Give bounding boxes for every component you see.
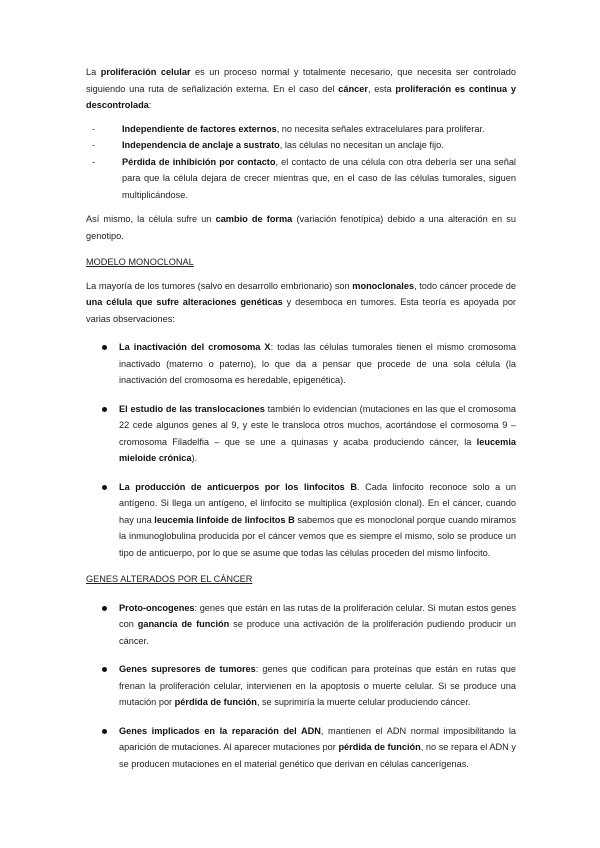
bold-term: Proto-oncogenes <box>119 602 195 613</box>
list-item <box>86 661 516 711</box>
bold-term: cáncer <box>338 83 368 94</box>
bullet-icon <box>102 729 107 734</box>
bold-term: pérdida de función <box>338 742 421 752</box>
bold-term: Genes supresores de tumores <box>119 664 256 674</box>
bold-term: La inactivación del cromosoma X <box>119 342 271 352</box>
monoclonal-intro-paragraph <box>86 278 516 328</box>
bold-term: Pérdida de inhibición por contacto <box>122 156 276 167</box>
bold-term: pérdida de función <box>174 697 257 707</box>
bold-term: Genes implicados en la reparación del ADN <box>119 725 321 736</box>
text-run: : genes que están en las rutas de la proliferación celular. Si mutan estos genes con <box>119 602 516 629</box>
bold-term: leucemia mieloide crónica <box>119 436 516 463</box>
bold-term: monoclonales <box>352 280 415 291</box>
bold-term: una célula que sufre alteraciones genéticas <box>86 297 283 307</box>
bold-term: ganancia de función <box>137 619 230 629</box>
text-run: , no se repara el ADN y se producen mutaciones en el material genético que derivan en células cancerígenas. <box>119 742 516 769</box>
intro-paragraph <box>86 64 516 114</box>
bold-term: leucemia linfoide de linfocitos B <box>154 514 295 525</box>
text-run: sabemos que es monoclonal porque cuando miramos la inmunoglobulina producida por el cáncer vemos que es siempre el mismo, solo se produce un tipo de anticuerpo, por lo que se asume que todas las células proceden del mismo linfocito. <box>119 514 517 558</box>
characteristics-list <box>86 121 516 204</box>
bold-term: proliferación es continua y descontrolada <box>86 83 517 110</box>
list-item <box>86 137 516 154</box>
text-run: Así mismo, la célula sufre un <box>86 214 216 224</box>
text-run: también lo evidencian (mutaciones en las que el cromosoma 22 cede algunos genes al 9, y este le transloca otros muchos, acortándose el cormosoma 9 – cromosoma Filadelfia – que se une a quinasas y acaba produciendo cáncer, la <box>119 403 516 447</box>
text-run: : <box>148 100 152 110</box>
text-run: ). <box>191 453 198 463</box>
text-run: : genes que codifican para proteínas que están en rutas que frenan la proliferación celular, intervienen en la apoptosis o muerte celular. Si se produce una mutación por <box>119 664 516 707</box>
list-item <box>86 479 516 562</box>
list-item <box>86 121 516 138</box>
list-item <box>86 154 516 204</box>
text-run: La mayoría de los tumores (salvo en desarrollo embrionario) son <box>86 280 353 291</box>
monoclonal-evidence-list <box>86 339 516 561</box>
text-run: , esta <box>367 83 396 94</box>
dash-marker: - <box>92 156 96 167</box>
bold-term: El estudio de las translocaciones <box>119 403 265 414</box>
list-item <box>86 401 516 467</box>
bullet-icon <box>102 667 107 672</box>
text-run: . Cada linfocito reconoce solo a un antígeno. Si llega un antígeno, el linfocito se multiplica (explosión clonal). En el cáncer, cuando hay una <box>119 481 516 525</box>
section-heading-monoclonal: MODELO MONOCLONAL <box>86 257 194 267</box>
bullet-icon <box>102 345 107 350</box>
list-item <box>86 339 516 389</box>
bullet-icon <box>102 407 107 412</box>
document-body <box>86 64 516 772</box>
text-run: , las células no necesitan un anclaje fijo. <box>279 140 444 150</box>
bold-term: proliferación celular <box>100 67 191 77</box>
bold-term: Independencia de anclaje a sustrato <box>122 140 280 150</box>
text-run: se produce una activación de la proliferación pudiendo producir un cáncer. <box>119 619 516 646</box>
shape-change-paragraph <box>86 211 516 244</box>
text-run: , se suprimiría la muerte celular produciendo cáncer. <box>256 697 471 707</box>
text-run: , el contacto de una célula con otra debería ser una señal para que la célula dejara de crecer mientras que, en el caso de las células tumorales, siguen multiplicándose. <box>122 156 516 200</box>
bold-term: cambio de forma <box>215 214 293 224</box>
bold-term: La producción de anticuerpos por los linfocitos B <box>119 481 357 492</box>
bullet-icon <box>102 485 107 490</box>
list-item <box>86 600 516 650</box>
list-item <box>86 723 516 773</box>
text-run: (variación fenotípica) debido a una alteración en su genotipo. <box>86 214 516 241</box>
bold-term: Independiente de factores externos <box>122 123 277 134</box>
text-run: es un proceso normal y totalmente necesario, que necesita ser controlado siguiendo una ruta de señalización externa. En el caso del <box>86 67 517 94</box>
section-heading-genes: GENES ALTERADOS POR EL CÁNCER <box>86 574 253 584</box>
dash-marker: - <box>92 123 96 134</box>
text-run: : todas las células tumorales tienen el mismo cromosoma inactivado (materno o paterno), lo que da a pensar que procede de una sola célula (la inactivación del cromosoma es heredable, epigenética). <box>119 342 517 385</box>
altered-genes-list <box>86 600 516 773</box>
bullet-icon <box>102 606 107 611</box>
text-run: y desemboca en tumores. Esta teoría es apoyada por varias observaciones: <box>86 297 516 324</box>
text-run: , todo cáncer procede de <box>414 280 516 291</box>
text-run: La <box>86 67 101 77</box>
dash-marker: - <box>92 140 96 150</box>
text-run: , no necesita señales extracelulares para proliferar. <box>276 123 485 134</box>
text-run: , mantienen el ADN normal imposibilitando la aparición de mutaciones. Al aparecer mutaciones por <box>119 725 516 752</box>
